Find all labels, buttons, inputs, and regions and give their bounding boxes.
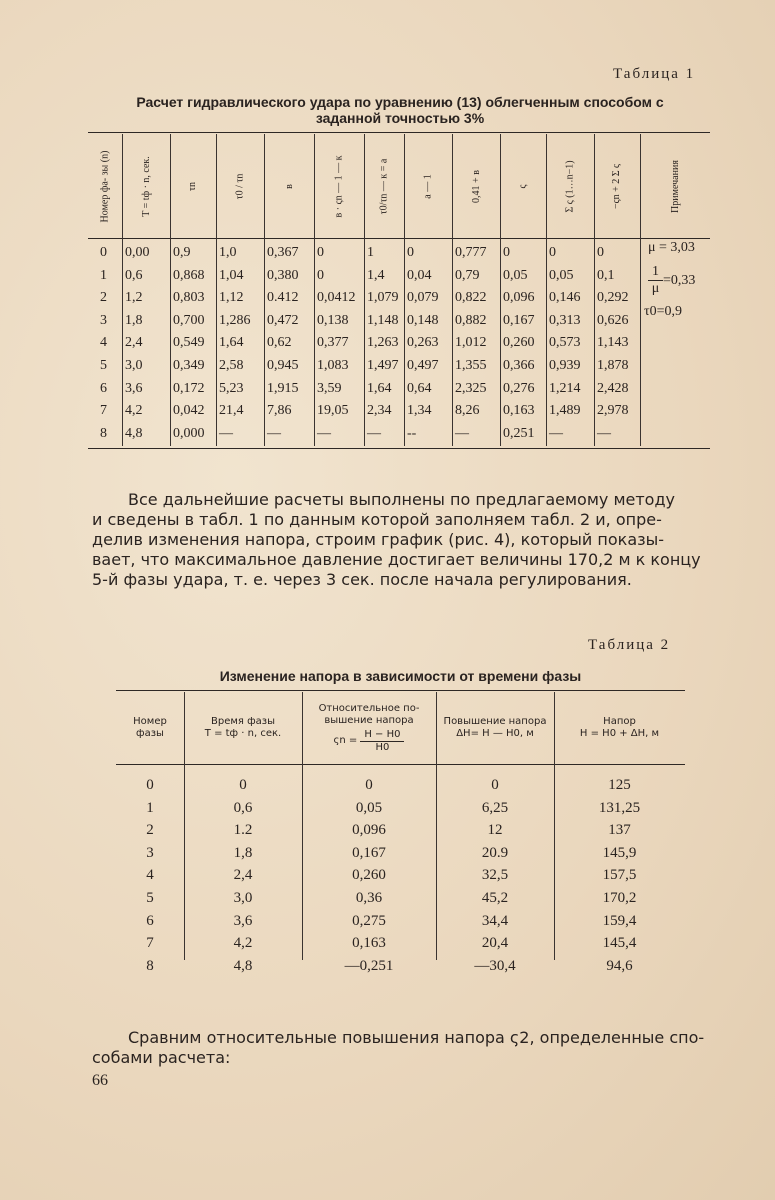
table1-cell: 2,34 [367, 403, 392, 419]
table1-cell: 1,083 [317, 358, 349, 373]
t1-header-12 [640, 140, 710, 232]
table1-cell: 1,143 [597, 335, 629, 351]
note-inv-mu-val: =0,33 [663, 272, 696, 288]
table1-cell: 0,380 [267, 267, 299, 283]
table1-cell: — [455, 425, 469, 441]
t1-header-text-7: а — 1 [422, 173, 434, 199]
table1-cell: 0,00 [125, 245, 150, 260]
table1-cell: 1,148 [367, 312, 399, 328]
table1-cell: 0,05 [549, 267, 574, 283]
table1-cell: 1,04 [219, 267, 244, 283]
table1-cell: 0,822 [455, 290, 487, 306]
table1-cell: 2 [100, 290, 107, 306]
table1-row [88, 332, 710, 354]
t2-h3c: ςn = [333, 735, 358, 746]
table2-cell: 0 [146, 777, 154, 793]
closing-line1: Сравним относительные повышения напора ς2, определенные спо- [128, 1028, 705, 1047]
table1-cell: 0,260 [503, 335, 535, 351]
table2-cell: 4,8 [233, 957, 253, 974]
table2-cell: 7 [146, 935, 154, 952]
table1-cell: 5,23 [219, 380, 244, 396]
table1-cell: 1,8 [125, 312, 143, 328]
table2-cell: 157,5 [602, 867, 637, 884]
table2-cell: 170,2 [602, 890, 637, 906]
table1-cell: 0,096 [503, 290, 535, 306]
table2-cell: 3,0 [233, 890, 253, 906]
t1-header-text-9: ς [517, 184, 529, 188]
table2-cell: 3,6 [233, 912, 253, 929]
t2-header-phase [116, 698, 184, 758]
table1-cell: — [549, 425, 563, 441]
table1-cell: 0,138 [317, 312, 349, 328]
t2-h4b: ΔH= H — H0, м [456, 728, 534, 739]
table1-cell: 4,2 [125, 403, 143, 419]
table1-cell: 0 [549, 245, 556, 260]
table1-cell: — [317, 425, 331, 441]
table2-row [116, 887, 685, 909]
t1-header-text-10: Σ ς (1…n−1) [564, 159, 576, 213]
paragraph-line5: 5-й фазы удара, т. е. через 3 сек. после начала регулирования. [92, 570, 632, 589]
table1-cell: -- [407, 425, 417, 441]
table2-cell: 0,6 [233, 799, 253, 816]
table1-cell: — [367, 425, 381, 441]
table1-cell: 0,573 [549, 335, 581, 351]
table2-cell: 0,096 [352, 822, 386, 839]
table1-cell: 0 [503, 245, 510, 260]
table1-caption-line2: заданной точностью 3% [315, 110, 485, 126]
table1-cell: 1,34 [407, 403, 432, 419]
table1-cell: 21,4 [219, 403, 244, 419]
table2-cell: 0,260 [352, 867, 386, 884]
table1-cell: 1,214 [549, 380, 581, 396]
table1-cell: 3,6 [125, 380, 143, 396]
table1-cell: 19,05 [317, 403, 349, 419]
t1-header-10 [546, 140, 594, 232]
table2-cell: 1,8 [233, 844, 253, 861]
table2-cell: 0,275 [352, 912, 386, 929]
table1-row [88, 400, 710, 422]
table2-row [116, 797, 685, 819]
table2-cell: 0 [365, 777, 373, 793]
table1-cell: 3 [100, 312, 107, 328]
table1 [88, 132, 710, 454]
table1-cell: 0,079 [407, 290, 439, 306]
table1-caption [90, 94, 710, 126]
body-paragraph [92, 490, 712, 590]
table1-cell: 0,349 [173, 358, 205, 373]
t2-h4a: Повышение напора [443, 716, 547, 727]
table2-cell: 0 [239, 777, 247, 793]
table1-cell: 1,286 [219, 312, 251, 328]
table1-cell: 0,868 [173, 267, 205, 283]
table1-cell: 0,04 [407, 267, 432, 283]
closing-line2: собами расчета: [92, 1048, 231, 1067]
table2-cell: 125 [608, 777, 631, 793]
table1-cell: 0,263 [407, 335, 439, 351]
table2-row [116, 955, 685, 977]
table1-cell: 2,978 [597, 403, 629, 419]
t1-header-text-0: Номер фа- зы (n) [99, 150, 111, 222]
table2-row [116, 774, 685, 796]
note-tau0: τ0=0,9 [644, 304, 683, 319]
note-mu: μ = 3,03 [648, 240, 695, 255]
table2-cell: 32,5 [481, 867, 509, 884]
table1-label: Таблица 1 [613, 66, 696, 82]
table1-cell: 0,172 [173, 380, 205, 396]
table1-row [88, 355, 710, 377]
table1-cell: 7,86 [267, 403, 292, 419]
table2-cell: 45,2 [481, 890, 509, 906]
table1-cell: 1,497 [367, 358, 399, 373]
table2-cell: 6 [146, 912, 154, 929]
table2-label: Таблица 2 [588, 637, 671, 653]
table1-cell: 0,042 [173, 403, 205, 419]
t2-h3a: Относительное по- [318, 702, 420, 714]
table1-cell: 0 [317, 245, 324, 260]
table1-cell: 0 [317, 267, 324, 283]
table1-row [88, 423, 710, 445]
table1-cell: — [219, 425, 233, 441]
table1-cell: 1,079 [367, 290, 399, 306]
t2-h2a: Время фазы [211, 716, 275, 727]
table1-cell: — [267, 425, 281, 441]
table2-cell: —30,4 [474, 957, 516, 974]
table1-cell: 0,1 [597, 267, 615, 283]
table1-cell: 0,367 [267, 245, 299, 260]
table1-cell: 0,700 [173, 312, 205, 328]
paragraph-line2: и сведены в табл. 1 по данным которой заполняем табл. 2 и, опре- [92, 510, 662, 529]
table2-cell: 2 [146, 822, 154, 839]
t1-header-text-5: в · ςn — 1 — к [333, 155, 345, 217]
table1-row [88, 378, 710, 400]
table1-cell: 1,263 [367, 335, 399, 351]
table1-cell: 0.412 [267, 290, 299, 306]
table1-cell: 7 [100, 403, 107, 419]
table2-cell: —0,251 [344, 957, 394, 974]
t2-header-increase [436, 698, 554, 758]
t2-h1a: Номер [133, 716, 167, 727]
t1-header-8 [452, 140, 500, 232]
table1-cell: 0,777 [455, 245, 487, 260]
t1-header-1 [122, 140, 170, 232]
t1-header-5 [314, 140, 364, 232]
t1-header-11 [594, 140, 640, 232]
t1-header-7 [404, 140, 452, 232]
table2-cell: 137 [608, 822, 631, 839]
table1-cell: 0,62 [267, 335, 292, 351]
table2-cell: 131,25 [598, 799, 641, 816]
table1-cell: 1,64 [219, 335, 244, 351]
table1-cell: 4 [100, 335, 107, 351]
t1-header-6 [364, 140, 404, 232]
table1-cell: 0 [597, 245, 604, 260]
t2-header-relative [302, 698, 436, 758]
table1-cell: 0,945 [267, 358, 299, 373]
paragraph-line1: Все дальнейшие расчеты выполнены по предлагаемому методу [128, 490, 675, 509]
paragraph-line3: делив изменения напора, строим график (рис. 4), который показы- [92, 530, 665, 549]
table2-cell: 0,05 [355, 799, 383, 816]
t2-h2b: T = tф · n, сек. [204, 728, 282, 739]
t2-h5a: Напор [603, 716, 636, 727]
table1-cell: 1,012 [455, 335, 487, 351]
table2-cell: 0 [491, 777, 499, 793]
table2-cell: 5 [146, 890, 154, 906]
table1-cell: 0,366 [503, 358, 535, 373]
table2-cell: 145,9 [602, 844, 637, 861]
table1-cell: 1,12 [219, 290, 244, 306]
table2-cell: 145,4 [602, 935, 637, 952]
t1-header-2 [170, 140, 216, 232]
t1-header-text-4: в [283, 183, 295, 189]
table1-cell: 8,26 [455, 403, 480, 419]
table1-cell: 2,58 [219, 358, 244, 373]
note-inv-mu [648, 264, 695, 297]
table1-cell: 0,146 [549, 290, 581, 306]
table1-cell: 0,292 [597, 290, 629, 306]
t1-header-9 [500, 140, 546, 232]
table1-cell: — [597, 425, 611, 441]
table2-cell: 34,4 [481, 912, 509, 929]
table2-cell: 1.2 [233, 822, 253, 839]
t2-h1b: фазы [136, 728, 164, 739]
t1-header-text-3: τ0 / τn [234, 173, 246, 199]
table2-cell: 2,4 [233, 867, 253, 884]
table1-cell: 0,64 [407, 380, 432, 396]
t1-header-text-11: −ςn + 2 Σ ς [611, 163, 623, 209]
table1-cell: 0,000 [173, 425, 205, 441]
table1-cell: 0,6 [125, 267, 143, 283]
table1-cell: 0,276 [503, 380, 535, 396]
table2-cell: 94,6 [606, 957, 633, 974]
table1-cell: 3,59 [317, 380, 342, 396]
table1-cell: 0,05 [503, 267, 528, 283]
table1-cell: 0,251 [503, 425, 535, 441]
table1-cell: 2,428 [597, 380, 629, 396]
table2-cell: 20.9 [481, 844, 509, 861]
t1-header-text-1: T = tф · n, сек. [140, 155, 152, 217]
t1-header-text-8: 0,41 + в [470, 169, 482, 203]
t2-h3den: H0 [375, 741, 390, 753]
note-inv-mu-num: 1 [648, 264, 663, 281]
table2-row [116, 910, 685, 932]
table1-cell: 1 [367, 245, 374, 260]
table2-cell: 0,36 [355, 890, 383, 906]
table1-cell: 4,8 [125, 425, 143, 441]
t1-header-3 [216, 140, 264, 232]
table1-cell: 0,9 [173, 245, 191, 260]
table2-cell: 0,167 [352, 844, 386, 861]
table1-cell: 1,64 [367, 380, 392, 396]
table1-cell: 0,148 [407, 312, 439, 328]
table1-cell: 0,313 [549, 312, 581, 328]
table1-cell: 0,0412 [317, 290, 356, 306]
table1-cell: 0 [100, 245, 107, 260]
t2-h3num: H − H0 [360, 729, 404, 742]
t1-header-4 [264, 140, 314, 232]
table1-row [88, 310, 710, 332]
table1-cell: 0,803 [173, 290, 205, 306]
table1-cell: 1,2 [125, 290, 143, 306]
table2-row [116, 864, 685, 886]
table2-cell: 12 [487, 822, 503, 839]
table1-cell: 2,325 [455, 380, 487, 396]
page-number: 66 [92, 1072, 108, 1089]
table2-cell: 1 [146, 799, 154, 816]
table2-cell: 4 [146, 867, 154, 884]
table1-cell: 0,167 [503, 312, 535, 328]
t2-h5b: H = H0 + ΔH, м [579, 728, 660, 739]
table2-row [116, 932, 685, 954]
table1-cell: 1 [100, 267, 107, 283]
table1-caption-line1: Расчет гидравлического удара по уравнению (13) облегченным способом с [136, 94, 664, 110]
table1-row [88, 265, 710, 287]
t2-h3b: вышение напора [324, 714, 414, 726]
t2-header-time [184, 698, 302, 758]
table1-cell: 1,4 [367, 267, 385, 283]
table1-cell: 0,549 [173, 335, 205, 351]
table2-cell: 3 [146, 844, 154, 861]
table1-cell: 2,4 [125, 335, 143, 351]
table2-cell: 8 [146, 957, 154, 974]
table1-cell: 0,882 [455, 312, 487, 328]
table1-cell: 0,163 [503, 403, 535, 419]
t1-header-0 [88, 140, 122, 232]
table2-row [116, 819, 685, 841]
closing-paragraph [92, 1028, 712, 1068]
table1-cell: 1,355 [455, 358, 487, 373]
t1-header-text-2: τn [187, 181, 199, 191]
table1-cell: 1,915 [267, 380, 299, 396]
t1-header-text-12: Примечания [669, 159, 681, 213]
table2-cell: 4,2 [233, 935, 253, 952]
table1-cell: 3,0 [125, 358, 143, 373]
table1-cell: 1,878 [597, 358, 629, 373]
table1-cell: 0,939 [549, 358, 581, 373]
table1-cell: 0,377 [317, 335, 349, 351]
t1-header-text-6: τ0/τn — к = а [378, 158, 390, 214]
table2-cell: 0,163 [352, 935, 386, 952]
table1-cell: 0 [407, 245, 414, 260]
table1-cell: 5 [100, 358, 107, 373]
table1-cell: 0,472 [267, 312, 299, 328]
table2-caption: Изменение напора в зависимости от времени фазы [219, 668, 582, 684]
table1-cell: 8 [100, 425, 107, 441]
table1-cell: 0,79 [455, 267, 480, 283]
table1-row [88, 287, 710, 309]
table1-cell: 0,626 [597, 312, 629, 328]
table1-cell: 1,489 [549, 403, 581, 419]
table2-row [116, 842, 685, 864]
table2-cell: 6,25 [481, 799, 509, 816]
note-inv-mu-den: μ [651, 281, 660, 296]
paragraph-line4: вает, что максимальное давление достигает величины 170,2 м к концу [92, 550, 701, 569]
table1-cell: 0,497 [407, 358, 439, 373]
table2 [116, 690, 685, 990]
table1-row [88, 242, 710, 264]
table1-cell: 1,0 [219, 245, 237, 260]
t2-header-head [554, 698, 685, 758]
table2-cell: 159,4 [602, 912, 637, 929]
table2-cell: 20,4 [481, 935, 509, 952]
table1-cell: 6 [100, 380, 107, 396]
